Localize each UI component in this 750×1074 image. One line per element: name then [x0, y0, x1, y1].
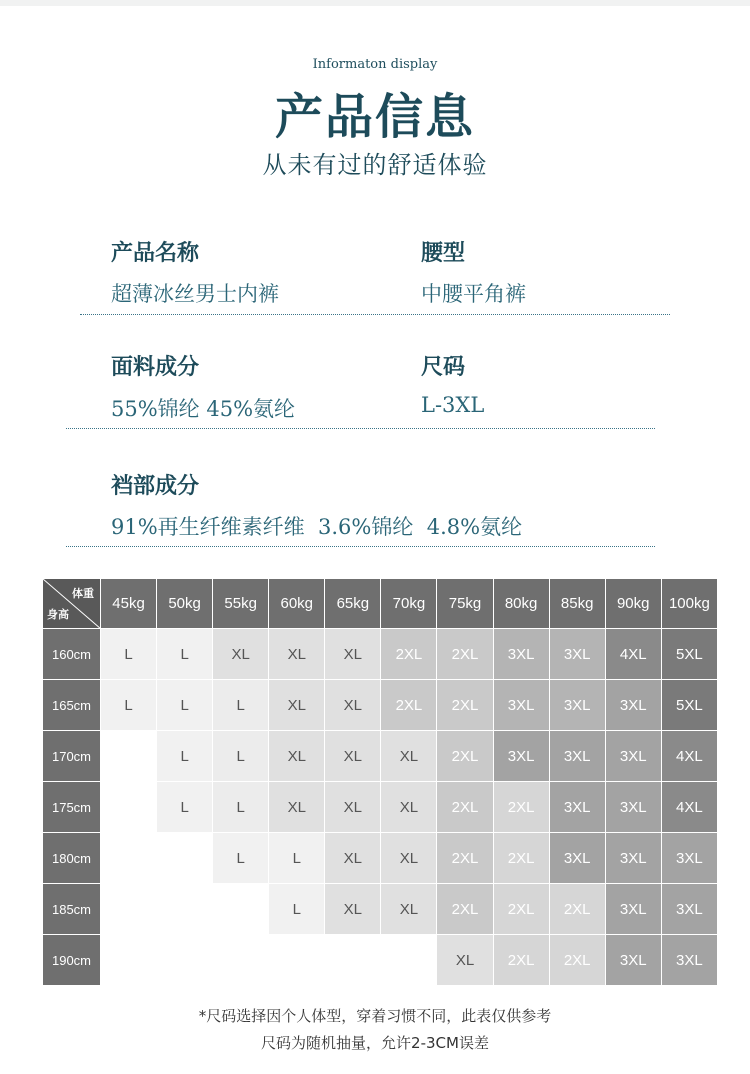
height-header-cell: 160cm — [43, 629, 101, 680]
fabric-label: 面料成分 — [111, 354, 200, 380]
size-cell: L — [157, 731, 213, 782]
size-cell — [101, 884, 157, 935]
footnote-tolerance: 尺码为随机抽量，允许2-3CM误差 — [261, 1034, 489, 1052]
size-cell: 3XL — [549, 629, 605, 680]
weight-header-cell: 85kg — [549, 579, 605, 629]
crotch-label: 裆部成分 — [111, 473, 200, 499]
waist-type-value: 中腰平角裤 — [421, 282, 526, 306]
waist-type-label: 腰型 — [421, 240, 466, 266]
size-cell: 2XL — [381, 629, 437, 680]
size-label: 尺码 — [421, 354, 466, 380]
corner-weight-label: 体重 — [72, 587, 94, 600]
size-cell: 4XL — [661, 782, 717, 833]
size-cell: 3XL — [605, 884, 661, 935]
size-cell: 3XL — [549, 680, 605, 731]
size-cell: 2XL — [437, 833, 493, 884]
weight-header-cell: 70kg — [381, 579, 437, 629]
size-cell: L — [157, 629, 213, 680]
size-cell: XL — [437, 935, 493, 986]
size-cell: L — [213, 833, 269, 884]
size-cell: 2XL — [493, 884, 549, 935]
size-cell: 2XL — [493, 833, 549, 884]
size-cell: L — [213, 680, 269, 731]
size-cell: 3XL — [493, 629, 549, 680]
size-cell: 3XL — [605, 680, 661, 731]
size-cell: 2XL — [549, 935, 605, 986]
size-cell: 3XL — [661, 884, 717, 935]
size-cell — [101, 833, 157, 884]
size-cell: 3XL — [661, 833, 717, 884]
size-cell: XL — [269, 629, 325, 680]
size-cell: L — [269, 884, 325, 935]
size-table-body — [43, 629, 718, 986]
footnote-reference: *尺码选择因个人体型，穿着习惯不同，此表仅供参考 — [198, 1007, 552, 1025]
size-cell: 3XL — [605, 833, 661, 884]
weight-header-cell: 65kg — [325, 579, 381, 629]
size-cell: 5XL — [661, 680, 717, 731]
crotch-value: 91%再生纤维素纤维 3.6%锦纶 4.8%氨纶 — [111, 515, 523, 539]
size-cell: XL — [381, 782, 437, 833]
size-cell: L — [157, 782, 213, 833]
fabric-value: 55%锦纶 45%氨纶 — [111, 397, 296, 421]
size-cell: L — [157, 680, 213, 731]
height-header-cell: 185cm — [43, 884, 101, 935]
size-cell: XL — [269, 782, 325, 833]
page-tagline: 从未有过的舒适体验 — [262, 151, 488, 179]
product-name-value: 超薄冰丝男士内裤 — [111, 282, 279, 306]
size-cell: 2XL — [437, 629, 493, 680]
size-cell: 3XL — [605, 935, 661, 986]
top-divider — [0, 0, 750, 6]
size-cell: 4XL — [661, 731, 717, 782]
table-row — [43, 629, 718, 680]
height-header-cell: 175cm — [43, 782, 101, 833]
size-cell: XL — [325, 884, 381, 935]
english-subtitle: Informaton display — [312, 57, 438, 72]
divider-1 — [80, 314, 670, 315]
size-cell: 3XL — [549, 731, 605, 782]
weight-header-row — [43, 579, 718, 629]
size-cell — [101, 935, 157, 986]
weight-header-cell: 80kg — [493, 579, 549, 629]
size-cell: XL — [269, 731, 325, 782]
size-cell — [269, 935, 325, 986]
size-cell: XL — [325, 782, 381, 833]
table-row — [43, 680, 718, 731]
size-cell: L — [213, 782, 269, 833]
size-cell: 3XL — [549, 782, 605, 833]
size-cell: 3XL — [605, 782, 661, 833]
size-cell — [213, 884, 269, 935]
size-cell: XL — [269, 680, 325, 731]
height-header-cell: 165cm — [43, 680, 101, 731]
size-cell: 3XL — [493, 731, 549, 782]
size-cell — [157, 884, 213, 935]
weight-header-cell: 100kg — [661, 579, 717, 629]
size-cell: 2XL — [381, 680, 437, 731]
weight-header-cell: 45kg — [101, 579, 157, 629]
weight-header-cell: 50kg — [157, 579, 213, 629]
size-cell — [325, 935, 381, 986]
weight-header-cell: 90kg — [605, 579, 661, 629]
size-cell: 4XL — [605, 629, 661, 680]
size-cell — [101, 782, 157, 833]
size-cell: 3XL — [605, 731, 661, 782]
size-cell: 3XL — [661, 935, 717, 986]
size-cell: XL — [381, 833, 437, 884]
divider-3 — [66, 546, 655, 547]
size-cell: 2XL — [493, 782, 549, 833]
size-cell: XL — [213, 629, 269, 680]
table-row — [43, 782, 718, 833]
size-cell: XL — [325, 680, 381, 731]
table-row — [43, 731, 718, 782]
size-cell: XL — [325, 731, 381, 782]
size-cell: 2XL — [549, 884, 605, 935]
size-cell: XL — [325, 833, 381, 884]
size-cell: 3XL — [549, 833, 605, 884]
size-cell — [157, 833, 213, 884]
height-header-cell: 180cm — [43, 833, 101, 884]
size-cell: 3XL — [493, 680, 549, 731]
size-cell: L — [101, 629, 157, 680]
table-row — [43, 935, 718, 986]
divider-2 — [66, 428, 655, 429]
size-cell: XL — [325, 629, 381, 680]
size-cell: XL — [381, 731, 437, 782]
size-cell: XL — [381, 884, 437, 935]
height-header-cell: 190cm — [43, 935, 101, 986]
size-cell: 2XL — [437, 884, 493, 935]
page-title: 产品信息 — [274, 89, 475, 145]
weight-header-cell: 60kg — [269, 579, 325, 629]
size-cell: L — [269, 833, 325, 884]
size-cell: L — [101, 680, 157, 731]
size-cell — [213, 935, 269, 986]
size-cell — [157, 935, 213, 986]
table-corner-cell — [43, 579, 101, 629]
table-row — [43, 884, 718, 935]
table-row — [43, 833, 718, 884]
size-cell: 2XL — [437, 731, 493, 782]
size-cell — [381, 935, 437, 986]
corner-height-label: 身高 — [47, 608, 69, 621]
height-header-cell: 170cm — [43, 731, 101, 782]
size-chart-table — [42, 578, 718, 986]
size-cell: L — [213, 731, 269, 782]
weight-header-cell: 75kg — [437, 579, 493, 629]
size-cell: 2XL — [493, 935, 549, 986]
size-cell: 5XL — [661, 629, 717, 680]
size-value: L-3XL — [421, 393, 485, 417]
size-cell — [101, 731, 157, 782]
size-cell: 2XL — [437, 680, 493, 731]
size-cell: 2XL — [437, 782, 493, 833]
product-name-label: 产品名称 — [111, 240, 200, 266]
weight-header-cell: 55kg — [213, 579, 269, 629]
